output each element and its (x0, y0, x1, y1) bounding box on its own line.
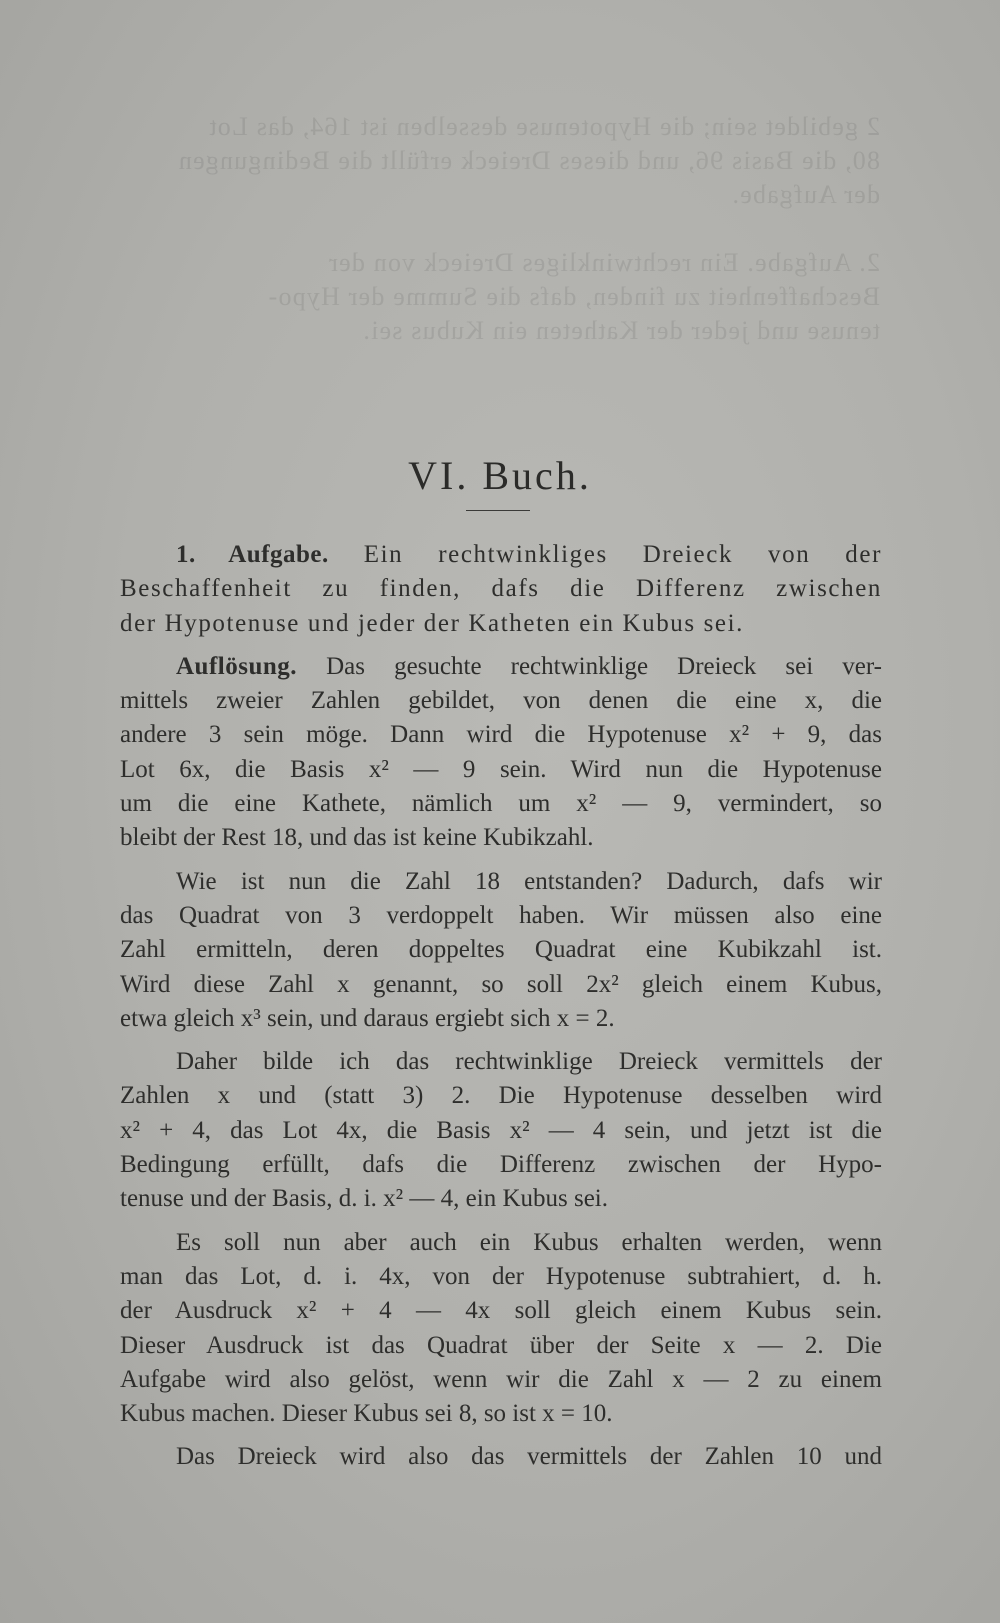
line-text: mittels zweier Zahlen gebildet, von denen die eine x, die (120, 687, 882, 715)
text-line (120, 538, 882, 572)
line-text: Bedingung erfüllt, dafs die Differenz zwischen der Hypo- (120, 1151, 882, 1179)
line-text: Wird diese Zahl x genannt, so soll 2x² gleich einem Kubus, (120, 970, 882, 998)
line-text: x² + 4, das Lot 4x, die Basis x² — 4 sein, und jetzt ist die (120, 1116, 882, 1144)
line-text: Dieser Ausdruck ist das Quadrat über der Seite x — 2. Die (120, 1331, 882, 1359)
bleed-through-text (110, 110, 880, 348)
text-line (120, 821, 882, 855)
line-text: Das Dreieck wird also das vermittels der Zahlen 10 und (176, 1443, 882, 1471)
line-text: Zahlen x und (statt 3) 2. Die Hypotenuse desselben wird (120, 1082, 882, 1110)
text-line (120, 1182, 882, 1216)
bleed-line: 2 gebildet sein; die Hypotenuse desselben ist 164, das Lot (208, 112, 880, 141)
text-line (120, 1440, 882, 1474)
line-text: man das Lot, d. i. 4x, von der Hypotenuse subtrahiert, d. h. (120, 1262, 882, 1290)
line-text: Es soll nun aber auch ein Kubus erhalten werden, wenn (176, 1228, 882, 1256)
paragraph (120, 1045, 882, 1216)
chapter-heading: VI. Buch. (408, 453, 592, 498)
text-line (120, 684, 882, 718)
text-line (120, 1260, 882, 1294)
text-line (120, 899, 882, 933)
line-text: Ein rechtwinkliges Dreieck von der (328, 541, 882, 568)
text-line (120, 865, 882, 899)
paragraph (120, 538, 882, 641)
text-line (120, 1363, 882, 1397)
text-line (120, 718, 882, 752)
line-text: etwa gleich x³ sein, und daraus ergiebt sich x = 2. (120, 1004, 615, 1032)
paragraph (120, 1440, 882, 1474)
line-text: Zahl ermitteln, deren doppeltes Quadrat eine Kubikzahl ist. (120, 936, 882, 964)
text-line (120, 1226, 882, 1260)
line-text: der Hypotenuse und jeder der Katheten ein Kubus sei. (120, 609, 745, 637)
text-line (120, 607, 882, 641)
line-text: Beschaffenheit zu finden, dafs die Differenz zwischen (120, 575, 882, 603)
text-line (120, 1114, 882, 1148)
text-line (120, 1002, 882, 1036)
text-line (120, 933, 882, 967)
heading-rule (466, 510, 530, 511)
line-text: bleibt der Rest 18, und das ist keine Kubikzahl. (120, 824, 594, 852)
text-line (120, 572, 882, 606)
text-line (120, 1148, 882, 1182)
text-line (120, 1397, 882, 1431)
line-text: andere 3 sein möge. Dann wird die Hypotenuse x² + 9, das (120, 721, 882, 749)
line-text: Daher bilde ich das rechtwinklige Dreieck vermittels der (176, 1048, 882, 1076)
text-line (120, 1294, 882, 1328)
bleed-line: Beschaffenheit zu finden, dafs die Summe der Hypo- (267, 282, 880, 311)
bleed-line: 2. Aufgabe. Ein rechtwinkliges Dreieck von der (328, 248, 880, 277)
line-text: Das gesuchte rechtwinklige Dreieck sei ver- (297, 652, 882, 680)
line-text: Aufgabe wird also gelöst, wenn wir die Zahl x — 2 zu einem (120, 1365, 882, 1393)
line-text: tenuse und der Basis, d. i. x² — 4, ein Kubus sei. (120, 1185, 609, 1213)
body-text (120, 538, 882, 1484)
section-lead: 1. Aufgabe. (176, 541, 329, 568)
bleed-line: 80, die Basis 96, und dieses Dreieck erfüllt die Bedingungen (177, 146, 880, 175)
line-text: Kubus machen. Dieser Kubus sei 8, so ist x = 10. (120, 1400, 613, 1428)
bleed-line: der Aufgabe. (731, 180, 880, 209)
text-line (120, 968, 882, 1002)
paragraph (120, 650, 882, 856)
bleed-line: tenuse und jeder der Katheten ein Kubus sei. (362, 316, 880, 345)
line-text: Lot 6x, die Basis x² — 9 sein. Wird nun die Hypotenuse (120, 755, 882, 783)
line-text: der Ausdruck x² + 4 — 4x soll gleich einem Kubus sein. (120, 1297, 882, 1325)
line-text: um die eine Kathete, nämlich um x² — 9, vermindert, so (120, 790, 882, 818)
text-line (120, 1045, 882, 1079)
paragraph (120, 865, 882, 1036)
line-text: Wie ist nun die Zahl 18 entstanden? Dadurch, dafs wir (176, 867, 882, 895)
text-line (120, 753, 882, 787)
text-line (120, 1079, 882, 1113)
text-line (120, 787, 882, 821)
section-lead: Auflösung. (176, 652, 298, 680)
line-text: das Quadrat von 3 verdoppelt haben. Wir müssen also eine (120, 901, 882, 929)
paragraph (120, 1226, 882, 1432)
text-line (120, 650, 882, 684)
text-line (120, 1329, 882, 1363)
bleed-line (110, 212, 880, 246)
